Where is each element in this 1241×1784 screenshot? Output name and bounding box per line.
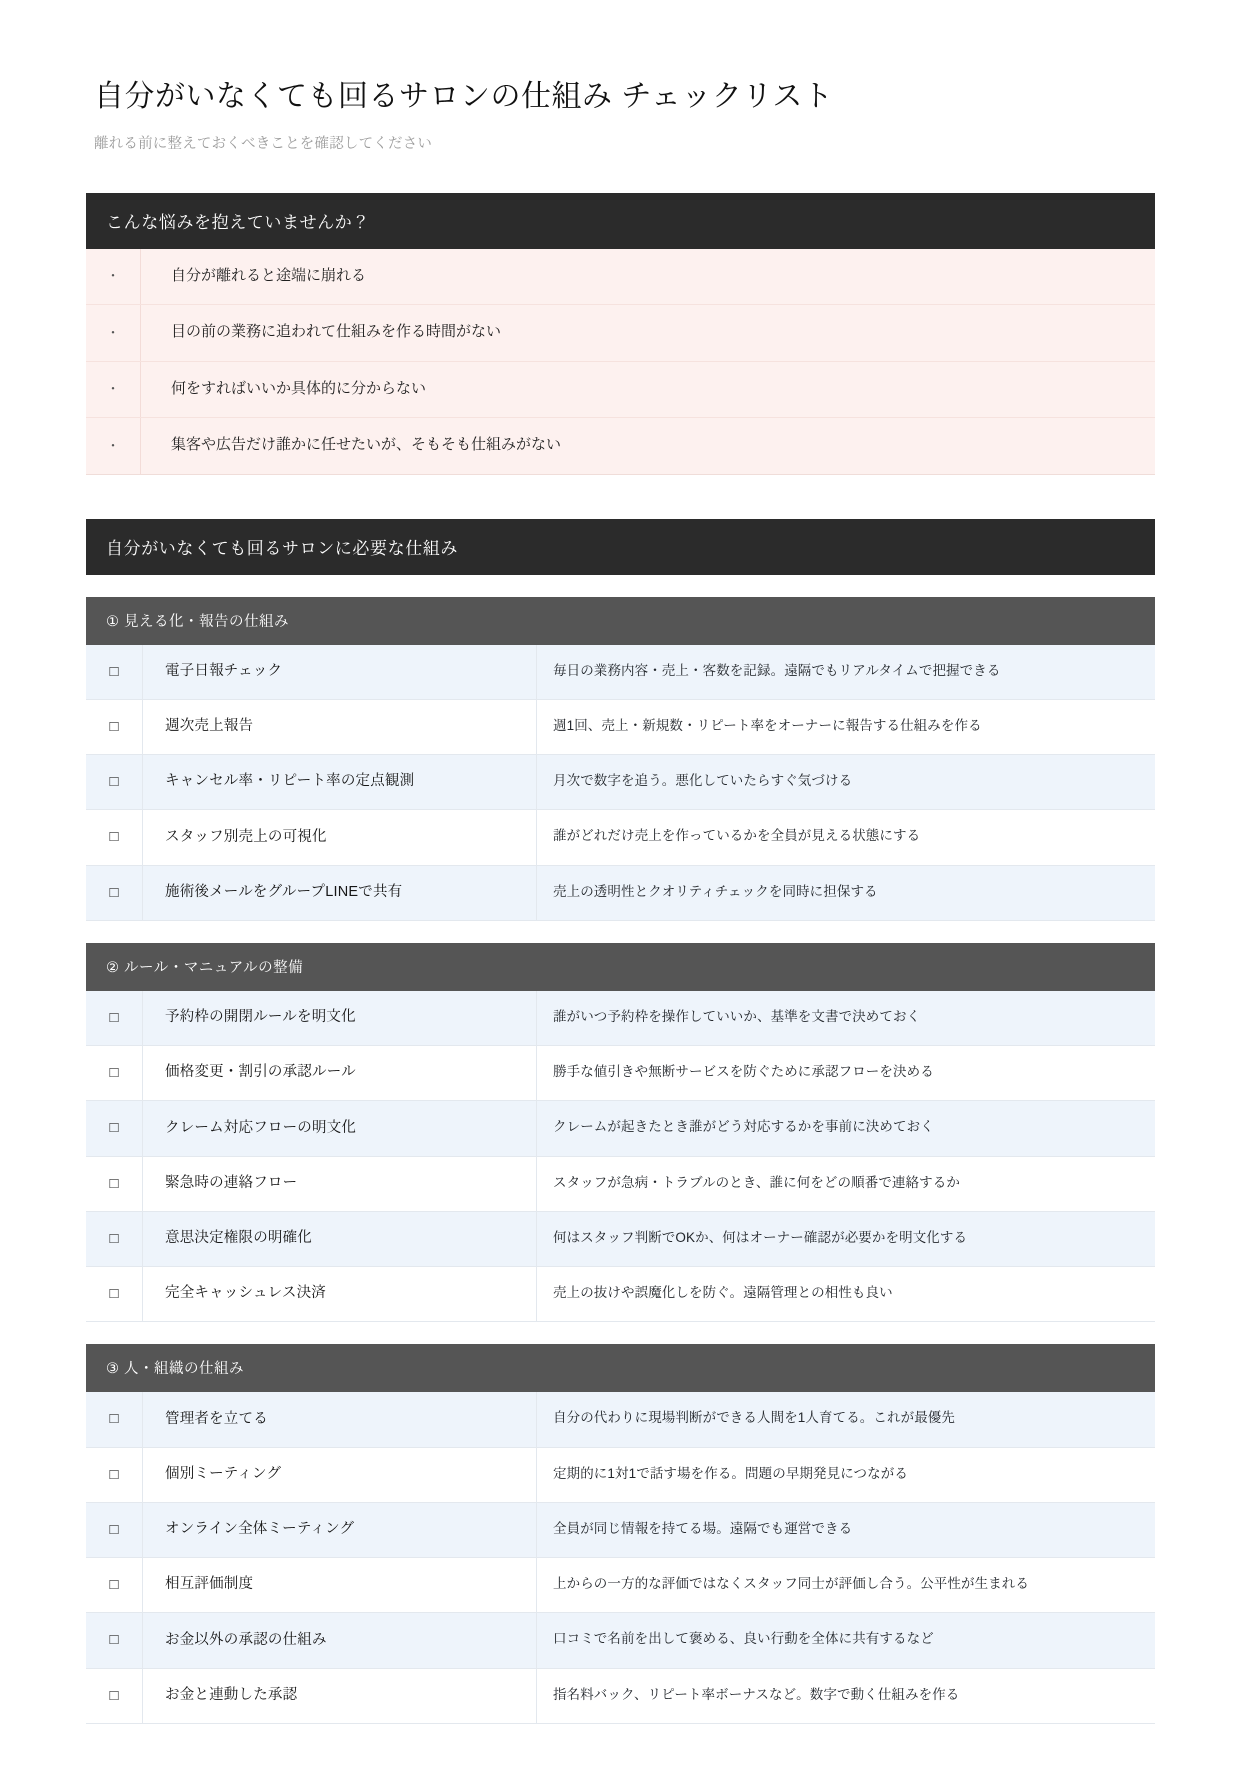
checklist-item-description: 何はスタッフ判断でOKか、何はオーナー確認が必要かを明文化する <box>537 1211 1156 1266</box>
checklist-item-description: スタッフが急病・トラブルのとき、誰に何をどの順番で連絡するか <box>537 1156 1156 1211</box>
checklist-item-label: キャンセル率・リピート率の定点観測 <box>143 755 537 810</box>
checklist-table <box>86 645 1155 921</box>
checkbox-icon[interactable] <box>86 1046 143 1101</box>
checklist-group <box>86 943 1155 1323</box>
checklist-groups <box>86 597 1155 1724</box>
checkbox-glyph[interactable]: □ <box>109 1285 119 1302</box>
checkbox-glyph[interactable]: □ <box>109 1174 119 1192</box>
checklist-group <box>86 597 1155 921</box>
checklist-item-label: 意思決定権限の明確化 <box>143 1211 537 1266</box>
checkbox-glyph[interactable]: □ <box>109 717 119 735</box>
checkbox-glyph[interactable]: □ <box>109 1465 119 1483</box>
table-row <box>86 1613 1155 1668</box>
checklist-item-description: 勝手な値引きや無断サービスを防ぐために承認フローを決める <box>537 1046 1156 1101</box>
pain-point-row <box>86 418 1155 475</box>
checklist-item-description: 毎日の業務内容・売上・客数を記録。遠隔でもリアルタイムで把握できる <box>537 645 1156 700</box>
checkbox-icon[interactable] <box>86 755 143 810</box>
checkbox-glyph[interactable]: □ <box>109 1119 119 1137</box>
checkbox-glyph[interactable]: □ <box>109 828 119 846</box>
checklist-group <box>86 1344 1155 1724</box>
pain-point-text: 自分が離れると途端に崩れる <box>141 249 1156 305</box>
checklist-item-label: クレーム対応フローの明文化 <box>143 1101 537 1156</box>
bullet-icon: ・ <box>86 249 141 305</box>
pain-section-header: こんな悩みを抱えていませんか？ <box>86 193 1155 249</box>
checkbox-glyph[interactable]: □ <box>109 1410 119 1428</box>
page-title: 自分がいなくても回るサロンの仕組み チェックリスト <box>94 80 834 113</box>
checkbox-glyph[interactable]: □ <box>109 1229 119 1247</box>
bullet-icon: ・ <box>86 305 141 362</box>
checklist-item-description: 誰がどれだけ売上を作っているかを全員が見える状態にする <box>537 810 1156 865</box>
checklist-item-description: 週1回、売上・新規数・リピート率をオーナーに報告する仕組みを作る <box>537 699 1156 754</box>
checkbox-icon[interactable] <box>86 1668 143 1723</box>
table-row <box>86 1046 1155 1101</box>
checklist-group-title: ① 見える化・報告の仕組み <box>86 597 1155 645</box>
checklist-item-description: 月次で数字を追う。悪化していたらすぐ気づける <box>537 755 1156 810</box>
table-row <box>86 1502 1155 1557</box>
checkbox-glyph[interactable]: □ <box>109 1520 119 1538</box>
table-row <box>86 755 1155 810</box>
checkbox-glyph[interactable]: □ <box>109 1631 119 1649</box>
pain-point-row <box>86 361 1155 418</box>
checklist-item-label: オンライン全体ミーティング <box>143 1502 537 1557</box>
checklist-item-description: 誰がいつ予約枠を操作していいか、基準を文書で決めておく <box>537 991 1156 1046</box>
table-row <box>86 1156 1155 1211</box>
table-row <box>86 991 1155 1046</box>
checklist-item-description: 指名料バック、リピート率ボーナスなど。数字で動く仕組みを作る <box>537 1668 1156 1723</box>
checklist-item-description: 売上の透明性とクオリティチェックを同時に担保する <box>537 865 1156 920</box>
checklist-item-label: 週次売上報告 <box>143 699 537 754</box>
table-row <box>86 1211 1155 1266</box>
checkbox-icon[interactable] <box>86 1101 143 1156</box>
checkbox-icon[interactable] <box>86 1392 143 1447</box>
table-row <box>86 1668 1155 1723</box>
checkbox-icon[interactable] <box>86 1502 143 1557</box>
pain-point-table <box>86 249 1155 475</box>
checkbox-glyph[interactable]: □ <box>109 773 119 790</box>
checklist-group-title: ② ルール・マニュアルの整備 <box>86 943 1155 991</box>
table-row <box>86 1558 1155 1613</box>
table-row <box>86 1392 1155 1447</box>
checklist-group-title: ③ 人・組織の仕組み <box>86 1344 1155 1392</box>
checklist-item-label: 電子日報チェック <box>143 645 537 700</box>
checkbox-icon[interactable] <box>86 1156 143 1211</box>
table-row <box>86 810 1155 865</box>
checklist-item-label: スタッフ別売上の可視化 <box>143 810 537 865</box>
bullet-icon: ・ <box>86 418 141 475</box>
table-row <box>86 699 1155 754</box>
pain-point-row <box>86 305 1155 362</box>
checklist-item-label: 予約枠の開閉ルールを明文化 <box>143 991 537 1046</box>
page-subtitle: 離れる前に整えておくべきことを確認してください <box>94 135 433 152</box>
checkbox-icon[interactable] <box>86 645 143 700</box>
checklist-item-description: 口コミで名前を出して褒める、良い行動を全体に共有するなど <box>537 1613 1156 1668</box>
checklist-item-label: 価格変更・割引の承認ルール <box>143 1046 537 1101</box>
pain-point-text: 集客や広告だけ誰かに任せたいが、そもそも仕組みがない <box>141 418 1156 475</box>
checkbox-icon[interactable] <box>86 1211 143 1266</box>
checklist-item-label: 個別ミーティング <box>143 1447 537 1502</box>
checkbox-icon[interactable] <box>86 699 143 754</box>
checklist-item-label: 施術後メールをグループLINEで共有 <box>143 865 537 920</box>
checklist-item-label: 完全キャッシュレス決済 <box>143 1267 537 1322</box>
checklist-item-description: 自分の代わりに現場判断ができる人間を1人育てる。これが最優先 <box>537 1392 1156 1447</box>
table-row <box>86 865 1155 920</box>
table-row <box>86 1101 1155 1156</box>
checkbox-glyph[interactable]: □ <box>109 662 119 680</box>
checklist-item-label: お金以外の承認の仕組み <box>143 1613 537 1668</box>
checkbox-icon[interactable] <box>86 865 143 920</box>
table-row <box>86 645 1155 700</box>
checkbox-icon[interactable] <box>86 1613 143 1668</box>
checkbox-glyph[interactable]: □ <box>109 1008 119 1026</box>
checklist-item-label: お金と連動した承認 <box>143 1668 537 1723</box>
checklist-item-label: 緊急時の連絡フロー <box>143 1156 537 1211</box>
checkbox-glyph[interactable]: □ <box>109 1064 119 1081</box>
checklist-item-description: 上からの一方的な評価ではなくスタッフ同士が評価し合う。公平性が生まれる <box>537 1558 1156 1613</box>
checklist-item-description: 売上の抜けや誤魔化しを防ぐ。遠隔管理との相性も良い <box>537 1267 1156 1322</box>
checkbox-icon[interactable] <box>86 810 143 865</box>
pain-point-text: 何をすればいいか具体的に分からない <box>141 361 1156 418</box>
table-row <box>86 1267 1155 1322</box>
checkbox-icon[interactable] <box>86 991 143 1046</box>
checklist-table <box>86 1392 1155 1724</box>
checkbox-glyph[interactable]: □ <box>109 883 119 901</box>
bullet-icon: ・ <box>86 361 141 418</box>
checkbox-icon[interactable] <box>86 1558 143 1613</box>
checklist-item-description: クレームが起きたとき誰がどう対応するかを事前に決めておく <box>537 1101 1156 1156</box>
checklist-item-description: 定期的に1対1で話す場を作る。問題の早期発見につながる <box>537 1447 1156 1502</box>
checkbox-icon[interactable] <box>86 1267 143 1322</box>
checkbox-glyph[interactable]: □ <box>109 1686 119 1704</box>
checkbox-icon[interactable] <box>86 1447 143 1502</box>
checkbox-glyph[interactable]: □ <box>109 1576 119 1593</box>
checklist-section-header: 自分がいなくても回るサロンに必要な仕組み <box>86 519 1155 575</box>
checklist-table <box>86 991 1155 1323</box>
pain-point-row <box>86 249 1155 305</box>
pain-point-text: 目の前の業務に追われて仕組みを作る時間がない <box>141 305 1156 362</box>
checklist-item-label: 相互評価制度 <box>143 1558 537 1613</box>
table-row <box>86 1447 1155 1502</box>
checklist-item-label: 管理者を立てる <box>143 1392 537 1447</box>
checklist-item-description: 全員が同じ情報を持てる場。遠隔でも運営できる <box>537 1502 1156 1557</box>
